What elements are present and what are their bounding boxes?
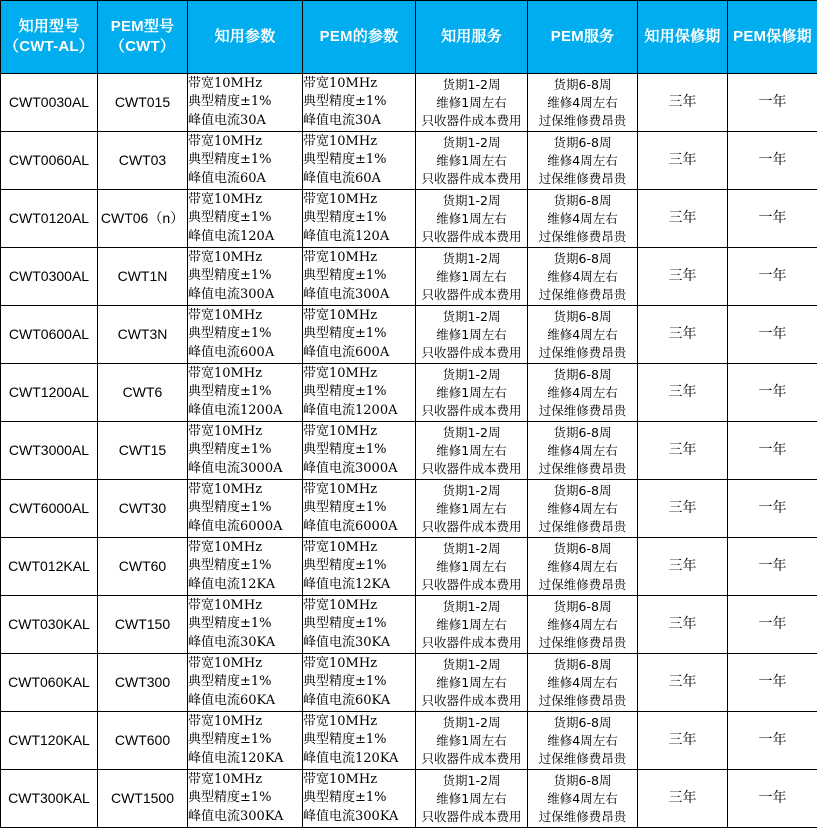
cell-line: 货期6-8周 [553, 366, 612, 382]
cell-line: 峰值电流3000A [188, 460, 283, 476]
cell-line: 带宽10MHz [188, 365, 263, 381]
cell-pem-param [303, 248, 416, 306]
cell-pem-model: CWT3N [98, 306, 188, 364]
column-header-label: 知用服务 [441, 27, 502, 45]
cell-line: 维修4周左右 [547, 616, 618, 632]
cell-pem-svc [528, 132, 638, 190]
table-row[interactable] [1, 538, 817, 596]
cell-pem-model: CWT300 [98, 654, 188, 712]
cell-zy-svc [416, 712, 528, 770]
cell-pem-svc [528, 74, 638, 132]
cell-line: 峰值电流1200A [303, 402, 398, 418]
cell-line: 典型精度±1% [188, 790, 272, 806]
cell-line: 过保维修费昂贵 [538, 286, 627, 302]
cell-zy-param [188, 422, 303, 480]
cell-pem-param [303, 480, 416, 538]
column-header-zy-war[interactable] [638, 1, 728, 74]
cell-line: 维修1周左右 [436, 152, 507, 168]
cell-pem-param [303, 306, 416, 364]
cell-pem-war: 一年 [728, 132, 817, 190]
table-row[interactable] [1, 712, 817, 770]
cell-line: 带宽10MHz [303, 655, 378, 671]
column-header-label: PEM服务 [550, 27, 615, 45]
cell-line: 带宽10MHz [188, 481, 263, 497]
cell-line: 维修1周左右 [436, 674, 507, 690]
cell-line: 过保维修费昂贵 [538, 402, 627, 418]
cell-line: 只收器件成本费用 [421, 808, 522, 824]
cell-line: 货期1-2周 [442, 482, 501, 498]
column-header-pem-model[interactable] [98, 1, 188, 74]
cell-line: 典型精度±1% [303, 326, 387, 342]
cell-line: 维修1周左右 [436, 326, 507, 342]
table-row[interactable] [1, 248, 817, 306]
cell-pem-model: CWT03 [98, 132, 188, 190]
table-row[interactable] [1, 306, 817, 364]
cell-line: 峰值电流30A [303, 112, 381, 128]
cell-line: 峰值电流3000A [303, 460, 398, 476]
cell-line: 峰值电流60A [303, 170, 381, 186]
cell-line: 货期6-8周 [553, 134, 612, 150]
cell-line: 峰值电流300A [303, 286, 390, 302]
cell-zy-param [188, 712, 303, 770]
cell-zy-war: 三年 [638, 306, 728, 364]
cell-zy-model: CWT0120AL [1, 190, 98, 248]
cell-pem-war: 一年 [728, 538, 817, 596]
cell-line: 典型精度±1% [303, 558, 387, 574]
table-row[interactable] [1, 596, 817, 654]
cell-zy-param [188, 654, 303, 712]
cell-zy-model: CWT0600AL [1, 306, 98, 364]
column-header-label: 知用保修期 [644, 27, 721, 45]
cell-line: 只收器件成本费用 [421, 634, 522, 650]
cell-zy-svc [416, 654, 528, 712]
cell-line: 维修1周左右 [436, 500, 507, 516]
cell-line: 典型精度±1% [303, 210, 387, 226]
cell-pem-model: CWT30 [98, 480, 188, 538]
cell-line: 维修1周左右 [436, 94, 507, 110]
cell-zy-war: 三年 [638, 770, 728, 828]
cell-zy-war: 三年 [638, 190, 728, 248]
cell-line: 带宽10MHz [188, 771, 263, 787]
cell-zy-model: CWT030KAL [1, 596, 98, 654]
cell-line: 维修4周左右 [547, 384, 618, 400]
column-header-sublabel: （CWT-AL） [4, 38, 94, 55]
cell-line: 峰值电流60A [188, 170, 266, 186]
cell-line: 维修4周左右 [547, 152, 618, 168]
cell-zy-svc [416, 422, 528, 480]
cell-line: 典型精度±1% [188, 94, 272, 110]
cell-zy-param [188, 248, 303, 306]
cell-pem-svc [528, 596, 638, 654]
cell-zy-model: CWT6000AL [1, 480, 98, 538]
cell-pem-svc [528, 770, 638, 828]
cell-line: 带宽10MHz [303, 539, 378, 555]
cell-pem-war: 一年 [728, 306, 817, 364]
cell-zy-model: CWT0060AL [1, 132, 98, 190]
cell-line: 峰值电流300KA [303, 808, 399, 824]
column-header-pem-svc[interactable] [528, 1, 638, 74]
cell-pem-param [303, 770, 416, 828]
cell-line: 带宽10MHz [303, 191, 378, 207]
cell-line: 典型精度±1% [303, 790, 387, 806]
column-header-label: 知用型号 [18, 17, 80, 35]
cell-zy-param [188, 770, 303, 828]
cell-zy-param [188, 480, 303, 538]
cell-zy-svc [416, 74, 528, 132]
table-row[interactable] [1, 74, 817, 132]
cell-pem-svc [528, 364, 638, 422]
cell-zy-param [188, 538, 303, 596]
cell-line: 维修4周左右 [547, 94, 618, 110]
cell-line: 过保维修费昂贵 [538, 112, 627, 128]
cell-zy-war: 三年 [638, 364, 728, 422]
cell-zy-svc [416, 538, 528, 596]
cell-line: 过保维修费昂贵 [538, 634, 627, 650]
cell-line: 典型精度±1% [303, 384, 387, 400]
header-row [1, 1, 817, 74]
cell-line: 典型精度±1% [188, 210, 272, 226]
cell-pem-war: 一年 [728, 74, 817, 132]
cell-pem-model: CWT1500 [98, 770, 188, 828]
cell-line: 峰值电流12KA [303, 576, 391, 592]
cell-line: 带宽10MHz [188, 713, 263, 729]
column-header-sublabel: （CWT） [109, 38, 176, 55]
table-row[interactable] [1, 364, 817, 422]
cell-line: 带宽10MHz [303, 771, 378, 787]
cell-zy-war: 三年 [638, 248, 728, 306]
cell-line: 货期1-2周 [442, 540, 501, 556]
cell-pem-war: 一年 [728, 364, 817, 422]
cell-line: 峰值电流30A [188, 112, 266, 128]
cell-line: 货期6-8周 [553, 714, 612, 730]
cell-pem-war: 一年 [728, 190, 817, 248]
cell-pem-param [303, 538, 416, 596]
cell-pem-svc [528, 480, 638, 538]
cell-line: 维修4周左右 [547, 326, 618, 342]
cell-zy-model: CWT0300AL [1, 248, 98, 306]
table-row[interactable] [1, 654, 817, 712]
cell-line: 维修4周左右 [547, 442, 618, 458]
table-header [1, 1, 817, 74]
cell-line: 货期6-8周 [553, 772, 612, 788]
cell-line: 只收器件成本费用 [421, 170, 522, 186]
cell-line: 带宽10MHz [188, 423, 263, 439]
cell-line: 维修4周左右 [547, 674, 618, 690]
cell-line: 峰值电流30KA [303, 634, 391, 650]
cell-line: 典型精度±1% [303, 268, 387, 284]
cell-zy-param [188, 596, 303, 654]
cell-line: 过保维修费昂贵 [538, 518, 627, 534]
cell-line: 典型精度±1% [303, 442, 387, 458]
cell-line: 货期1-2周 [442, 250, 501, 266]
cell-pem-svc [528, 712, 638, 770]
cell-line: 只收器件成本费用 [421, 576, 522, 592]
cell-zy-svc [416, 248, 528, 306]
cell-line: 典型精度±1% [303, 152, 387, 168]
cell-pem-param [303, 132, 416, 190]
cell-zy-param [188, 190, 303, 248]
cell-line: 货期1-2周 [442, 714, 501, 730]
cell-pem-param [303, 422, 416, 480]
cell-line: 维修1周左右 [436, 732, 507, 748]
cell-pem-war: 一年 [728, 654, 817, 712]
cell-zy-war: 三年 [638, 596, 728, 654]
cell-zy-war: 三年 [638, 132, 728, 190]
cell-line: 带宽10MHz [188, 75, 263, 91]
cell-zy-war: 三年 [638, 712, 728, 770]
cell-line: 只收器件成本费用 [421, 344, 522, 360]
cell-line: 带宽10MHz [188, 191, 263, 207]
cell-line: 维修4周左右 [547, 790, 618, 806]
cell-pem-model: CWT15 [98, 422, 188, 480]
cell-line: 带宽10MHz [303, 307, 378, 323]
cell-line: 过保维修费昂贵 [538, 692, 627, 708]
cell-pem-param [303, 596, 416, 654]
cell-line: 带宽10MHz [188, 539, 263, 555]
cell-line: 带宽10MHz [303, 423, 378, 439]
cell-line: 典型精度±1% [188, 384, 272, 400]
cell-line: 货期1-2周 [442, 772, 501, 788]
cell-line: 带宽10MHz [303, 713, 378, 729]
cell-line: 典型精度±1% [303, 500, 387, 516]
cell-pem-svc [528, 654, 638, 712]
table-row[interactable] [1, 132, 817, 190]
cell-pem-model: CWT015 [98, 74, 188, 132]
cell-line: 峰值电流120KA [188, 750, 284, 766]
cell-zy-param [188, 306, 303, 364]
column-header-zy-param[interactable] [188, 1, 303, 74]
cell-pem-svc [528, 422, 638, 480]
cell-line: 过保维修费昂贵 [538, 750, 627, 766]
cell-pem-war: 一年 [728, 712, 817, 770]
cell-line: 典型精度±1% [188, 442, 272, 458]
cell-zy-param [188, 74, 303, 132]
cell-line: 货期1-2周 [442, 366, 501, 382]
cell-line: 带宽10MHz [188, 307, 263, 323]
cell-line: 过保维修费昂贵 [538, 576, 627, 592]
cell-zy-war: 三年 [638, 74, 728, 132]
cell-zy-war: 三年 [638, 654, 728, 712]
cell-zy-svc [416, 364, 528, 422]
cell-line: 货期6-8周 [553, 424, 612, 440]
cell-line: 带宽10MHz [188, 597, 263, 613]
cell-zy-model: CWT3000AL [1, 422, 98, 480]
cell-line: 货期6-8周 [553, 76, 612, 92]
cell-line: 峰值电流600A [303, 344, 390, 360]
cell-zy-param [188, 364, 303, 422]
cell-pem-param [303, 364, 416, 422]
cell-pem-svc [528, 248, 638, 306]
cell-zy-model: CWT012KAL [1, 538, 98, 596]
cell-line: 只收器件成本费用 [421, 228, 522, 244]
cell-line: 货期1-2周 [442, 424, 501, 440]
table-body [1, 74, 817, 828]
cell-line: 带宽10MHz [188, 249, 263, 265]
cell-line: 只收器件成本费用 [421, 460, 522, 476]
cell-line: 带宽10MHz [188, 655, 263, 671]
cell-line: 只收器件成本费用 [421, 518, 522, 534]
cell-line: 峰值电流300A [188, 286, 275, 302]
cell-line: 货期6-8周 [553, 482, 612, 498]
cell-line: 维修1周左右 [436, 268, 507, 284]
cell-line: 过保维修费昂贵 [538, 170, 627, 186]
cell-pem-svc [528, 538, 638, 596]
cell-pem-war: 一年 [728, 422, 817, 480]
cell-line: 带宽10MHz [303, 365, 378, 381]
cell-line: 典型精度±1% [303, 732, 387, 748]
cell-line: 过保维修费昂贵 [538, 460, 627, 476]
cell-zy-param [188, 132, 303, 190]
cell-line: 典型精度±1% [188, 732, 272, 748]
cell-line: 典型精度±1% [303, 616, 387, 632]
cell-line: 维修4周左右 [547, 558, 618, 574]
cell-line: 过保维修费昂贵 [538, 228, 627, 244]
cell-line: 典型精度±1% [188, 152, 272, 168]
cell-line: 货期6-8周 [553, 598, 612, 614]
table-row[interactable] [1, 422, 817, 480]
cell-line: 峰值电流30KA [188, 634, 276, 650]
cell-line: 维修1周左右 [436, 558, 507, 574]
cell-pem-model: CWT60 [98, 538, 188, 596]
cell-line: 货期1-2周 [442, 76, 501, 92]
cell-line: 只收器件成本费用 [421, 286, 522, 302]
cell-line: 货期6-8周 [553, 250, 612, 266]
cell-line: 货期1-2周 [442, 656, 501, 672]
cell-line: 峰值电流6000A [188, 518, 283, 534]
column-header-label: PEM保修期 [733, 27, 812, 45]
cell-line: 只收器件成本费用 [421, 750, 522, 766]
cell-zy-war: 三年 [638, 538, 728, 596]
cell-zy-war: 三年 [638, 480, 728, 538]
cell-line: 峰值电流300KA [188, 808, 284, 824]
cell-line: 维修1周左右 [436, 384, 507, 400]
cell-pem-model: CWT1N [98, 248, 188, 306]
cell-line: 维修4周左右 [547, 732, 618, 748]
cell-line: 维修1周左右 [436, 790, 507, 806]
cell-pem-war: 一年 [728, 248, 817, 306]
cell-line: 带宽10MHz [303, 75, 378, 91]
cell-line: 货期6-8周 [553, 540, 612, 556]
cell-line: 货期1-2周 [442, 134, 501, 150]
column-header-pem-war[interactable] [728, 1, 817, 74]
cell-line: 维修1周左右 [436, 616, 507, 632]
cell-line: 典型精度±1% [188, 616, 272, 632]
cell-zy-model: CWT1200AL [1, 364, 98, 422]
cell-pem-svc [528, 306, 638, 364]
cell-line: 峰值电流600A [188, 344, 275, 360]
cell-line: 带宽10MHz [303, 249, 378, 265]
cell-line: 峰值电流120A [188, 228, 275, 244]
cell-zy-svc [416, 596, 528, 654]
cell-pem-svc [528, 190, 638, 248]
cell-zy-war: 三年 [638, 422, 728, 480]
column-header-label: PEM的参数 [319, 27, 399, 45]
cell-zy-svc [416, 770, 528, 828]
cell-zy-svc [416, 306, 528, 364]
cell-line: 维修4周左右 [547, 268, 618, 284]
cell-line: 典型精度±1% [303, 674, 387, 690]
cell-line: 维修1周左右 [436, 210, 507, 226]
cell-zy-svc [416, 190, 528, 248]
cell-line: 维修4周左右 [547, 210, 618, 226]
cell-pem-param [303, 190, 416, 248]
cell-line: 典型精度±1% [188, 326, 272, 342]
cell-line: 峰值电流12KA [188, 576, 276, 592]
cell-pem-model: CWT600 [98, 712, 188, 770]
cell-line: 货期6-8周 [553, 308, 612, 324]
cell-line: 峰值电流120A [303, 228, 390, 244]
table-row[interactable] [1, 190, 817, 248]
column-header-label: 知用参数 [214, 27, 276, 45]
cell-line: 典型精度±1% [303, 94, 387, 110]
column-header-pem-param[interactable] [303, 1, 416, 74]
cell-line: 峰值电流60KA [188, 692, 276, 708]
cell-line: 峰值电流60KA [303, 692, 391, 708]
cell-line: 只收器件成本费用 [421, 402, 522, 418]
cell-line: 过保维修费昂贵 [538, 344, 627, 360]
cell-line: 过保维修费昂贵 [538, 808, 627, 824]
cell-line: 货期1-2周 [442, 598, 501, 614]
cell-line: 只收器件成本费用 [421, 692, 522, 708]
column-header-zy-svc[interactable] [416, 1, 528, 74]
cell-line: 典型精度±1% [188, 558, 272, 574]
cell-line: 只收器件成本费用 [421, 112, 522, 128]
cell-line: 峰值电流6000A [303, 518, 398, 534]
cell-line: 峰值电流120KA [303, 750, 399, 766]
cell-pem-model: CWT6 [98, 364, 188, 422]
cell-line: 货期6-8周 [553, 192, 612, 208]
cell-pem-model: CWT06（n） [98, 190, 188, 248]
cell-pem-war: 一年 [728, 480, 817, 538]
table-row[interactable] [1, 480, 817, 538]
cell-line: 维修4周左右 [547, 500, 618, 516]
cell-line: 货期1-2周 [442, 192, 501, 208]
cell-zy-model: CWT300KAL [1, 770, 98, 828]
cell-pem-model: CWT150 [98, 596, 188, 654]
cell-pem-war: 一年 [728, 596, 817, 654]
cell-line: 带宽10MHz [303, 133, 378, 149]
cell-line: 峰值电流1200A [188, 402, 283, 418]
cell-pem-param [303, 654, 416, 712]
cell-zy-model: CWT060KAL [1, 654, 98, 712]
cell-zy-model: CWT0030AL [1, 74, 98, 132]
cell-line: 带宽10MHz [303, 481, 378, 497]
column-header-zy-model[interactable] [1, 1, 98, 74]
cell-pem-war: 一年 [728, 770, 817, 828]
cell-zy-model: CWT120KAL [1, 712, 98, 770]
column-header-label: PEM型号 [110, 17, 175, 35]
cell-line: 典型精度±1% [188, 268, 272, 284]
cell-zy-svc [416, 132, 528, 190]
table-row[interactable] [1, 770, 817, 828]
cell-line: 货期1-2周 [442, 308, 501, 324]
cell-line: 典型精度±1% [188, 674, 272, 690]
cell-zy-svc [416, 480, 528, 538]
cell-line: 典型精度±1% [188, 500, 272, 516]
cell-line: 货期6-8周 [553, 656, 612, 672]
cell-pem-param [303, 712, 416, 770]
cell-pem-param [303, 74, 416, 132]
cell-line: 带宽10MHz [303, 597, 378, 613]
cell-line: 带宽10MHz [188, 133, 263, 149]
cell-line: 维修1周左右 [436, 442, 507, 458]
